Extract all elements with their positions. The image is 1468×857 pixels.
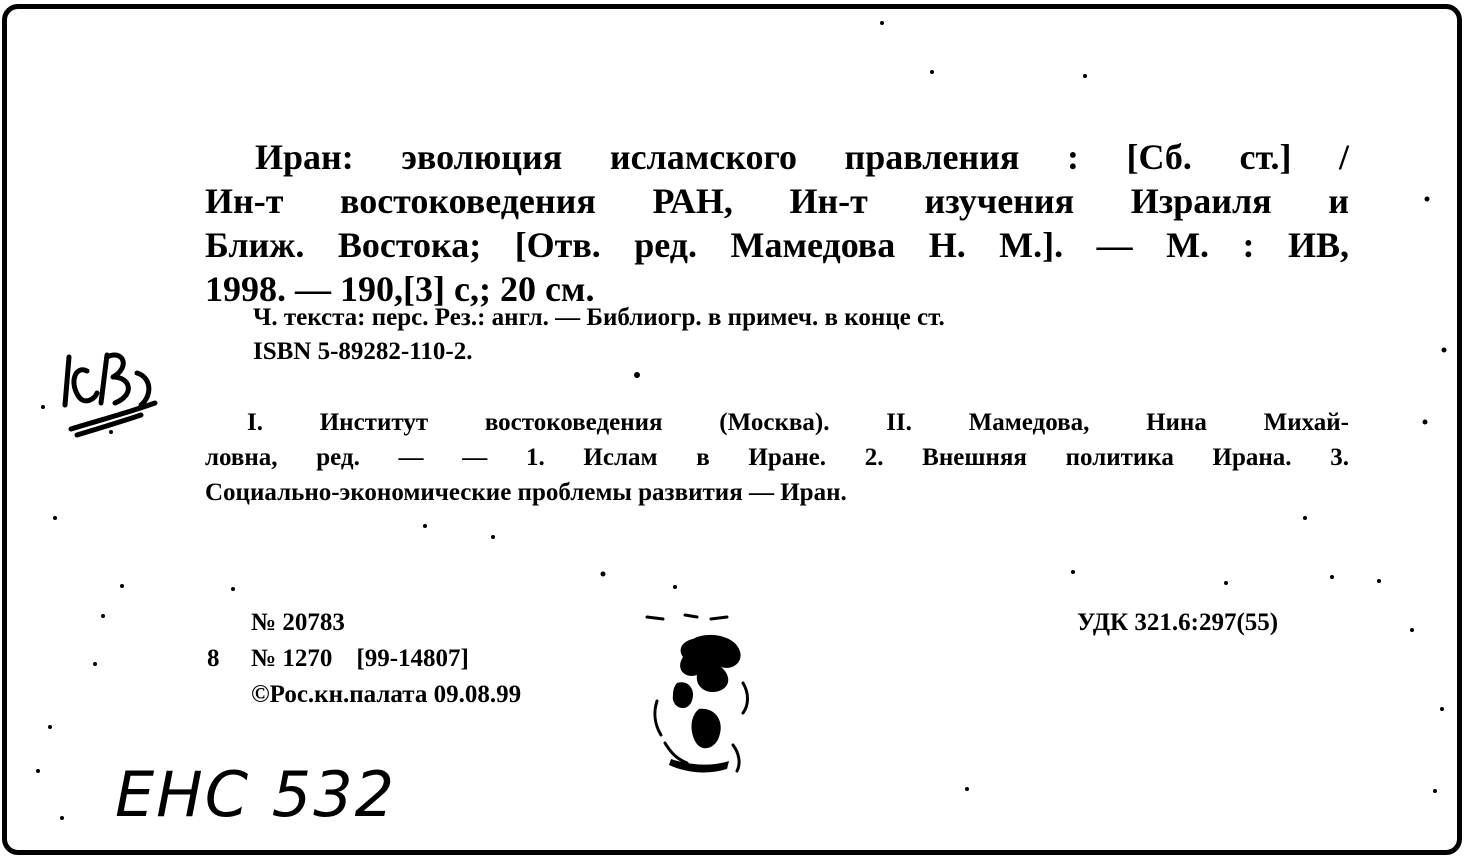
chamber-number: № 1270	[251, 645, 333, 672]
record-number: № 20783	[251, 609, 345, 636]
tracing-line: ловна, ред. — — 1. Ислам в Иране. 2. Внешняя политика Ирана. 3.	[205, 444, 1349, 471]
shelf-code-text: ЕНС 532	[115, 758, 397, 831]
handwritten-shelf-code	[115, 755, 405, 845]
description-line: Ближ. Востока; [Отв. ред. Мамедова Н. М.]. — М. : ИВ,	[205, 225, 1349, 265]
card-count: 8	[207, 645, 220, 672]
handwritten-mark	[57, 343, 167, 438]
language-bibliography-note: Ч. текста: перс. Рез.: англ. — Библиогр. в примеч. в конце ст.	[253, 304, 945, 331]
stamp-blot	[637, 613, 767, 783]
tracing-line: Социально-экономические проблемы развития — Иран.	[205, 479, 847, 506]
tracings-block	[205, 405, 1349, 510]
registration-numbers	[207, 605, 521, 713]
control-code: [99-14807]	[356, 645, 469, 672]
bibliographic-description	[205, 135, 1349, 311]
catalog-card	[2, 4, 1462, 855]
isbn: ISBN 5-89282-110-2.	[253, 338, 473, 365]
description-line: 1998. — 190,[3] с,; 20 см.	[205, 269, 595, 309]
description-line: Иран: эволюция исламского правления : [Сб. ст.] /	[255, 137, 1349, 177]
tracing-line: I. Институт востоковедения (Москва). II. Мамедова, Нина Михай-	[247, 409, 1349, 436]
description-line: Ин-т востоковедения РАН, Ин-т изучения Израиля и	[205, 181, 1349, 221]
udk-classification: УДК 321.6:297(55)	[1077, 609, 1279, 636]
notes-block	[253, 301, 1293, 369]
book-chamber-copyright: ©Рос.кн.палата 09.08.99	[251, 681, 522, 708]
